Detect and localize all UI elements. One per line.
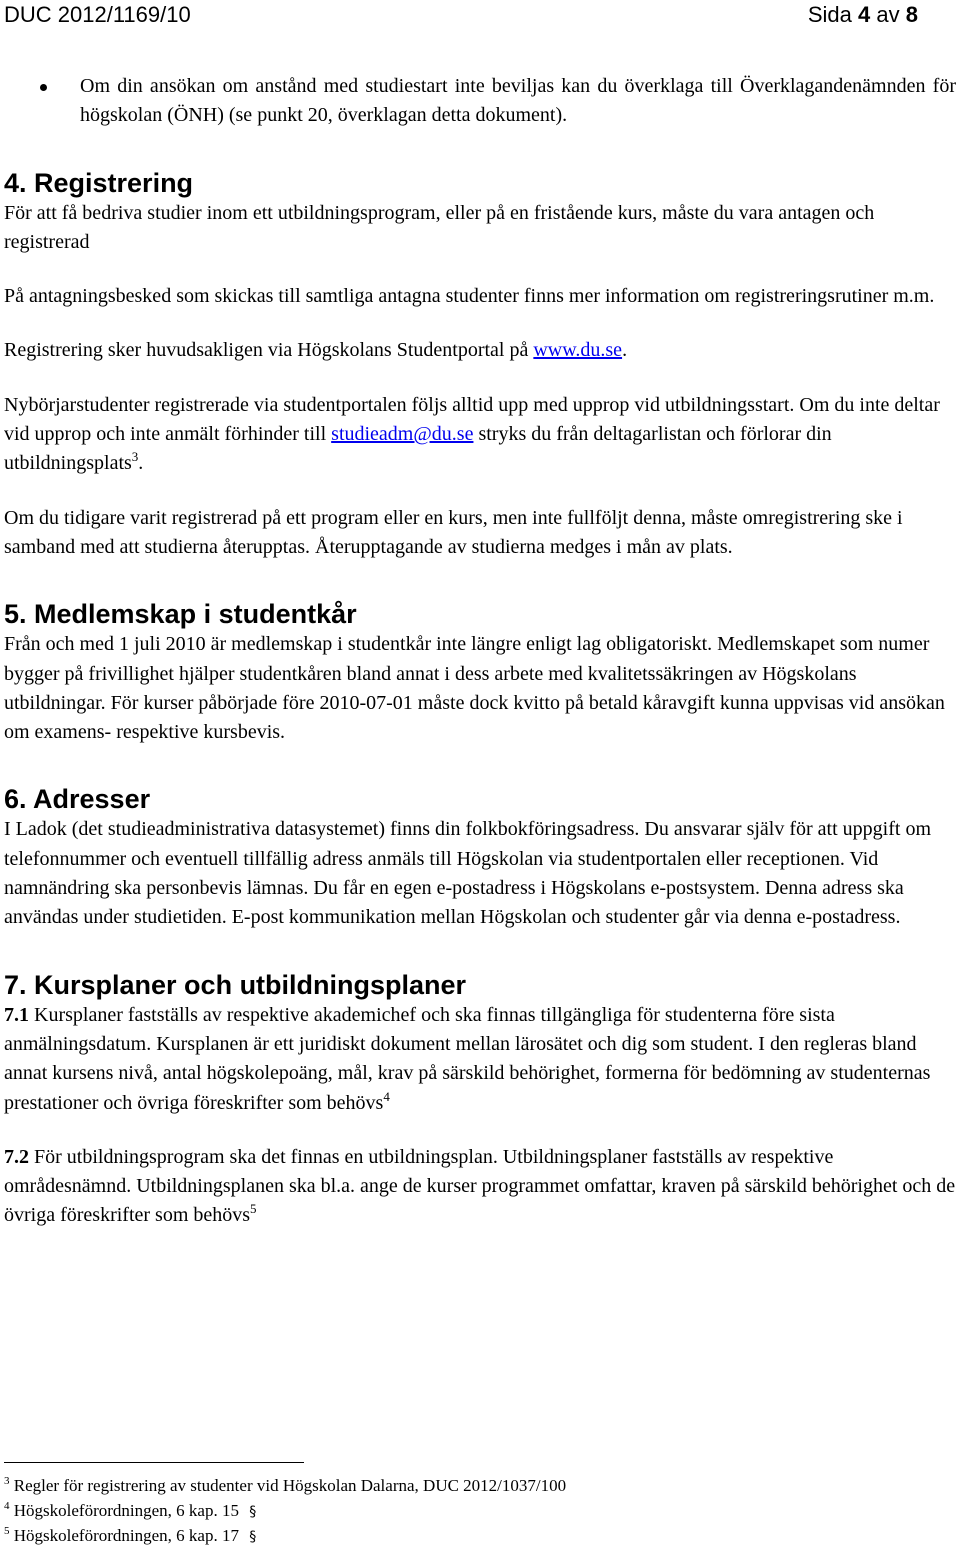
section-registrering	[4, 167, 956, 563]
section-heading: 4. Registrering	[4, 167, 194, 198]
footnote-text: Högskoleförordningen, 6 kap. 15	[13, 1500, 244, 1520]
footnote-ref: 4	[383, 1088, 390, 1104]
footnote-text: Regler för registrering av studenter vid Högskolan Dalarna, DUC 2012/1037/100	[13, 1476, 567, 1495]
section-kursplaner	[4, 969, 956, 1231]
section-adresser	[4, 783, 956, 932]
section-heading: 5. Medlemskap i studentkår	[4, 599, 357, 630]
footnote-number: 5	[4, 1525, 10, 1537]
page-total: 8	[905, 2, 918, 27]
footnote-number: 4	[4, 1499, 10, 1512]
document-id: DUC 2012/1169/10	[4, 2, 191, 27]
section-medlemskap	[4, 598, 956, 747]
subsection-number: 7.2	[4, 1145, 29, 1168]
bullet-text: Om din ansökan om anstånd med studiestart inte beviljas kan du överklaga till Överklagandenämnden för högskolan (ÖNH) (se punkt 20, överklagan detta dokument).	[80, 75, 956, 127]
footnote-text: Högskoleförordningen, 6 kap. 17	[13, 1526, 244, 1545]
paragraph-text: För utbildningsprogram ska det finnas en utbildningsplan. Utbildningsplaner fastställs av respektive områdesnämnd. Utbildningsplanen ska bl.a. ange de kurser programmet omfattar, kraven på särskild behörighet och de övriga föreskrifter som behövs	[4, 1145, 956, 1227]
section-sign: §	[249, 1503, 257, 1520]
page-label: Sida	[807, 2, 852, 27]
section-sign: §	[249, 1529, 257, 1545]
section-heading: 6. Adresser	[4, 784, 151, 815]
bullet-dot-icon	[40, 84, 47, 91]
bullet-item	[4, 72, 956, 131]
footnote	[4, 1499, 566, 1525]
subsection-number: 7.1	[4, 1003, 29, 1026]
footnote-divider	[4, 1462, 304, 1463]
page-current: 4	[858, 2, 871, 27]
footnote-ref: 3	[131, 449, 139, 465]
footnote-number: 3	[4, 1475, 10, 1487]
paragraph	[4, 336, 956, 365]
paragraph: För att få bedriva studier inom ett utbildningsprogram, eller på en fristående kurs, måste du vara antagen och registrerad	[4, 201, 875, 253]
paragraph	[4, 1001, 956, 1118]
paragraph: Om du tidigare varit registrerad på ett program eller en kurs, men inte fullföljt denna, måste omregistrering ske i samband med att studierna återupptas. Återupptagande av studierna medges i mån av plats.	[4, 506, 903, 558]
document-body	[4, 72, 956, 1231]
footnote	[4, 1524, 566, 1550]
page-of: av	[876, 2, 900, 27]
paragraph-text: Registrering sker huvudsakligen via Högskolans Studentportal på	[4, 339, 534, 362]
page-number	[808, 0, 918, 30]
paragraph-text: .	[138, 452, 144, 475]
paragraph: På antagningsbesked som skickas till samtliga antagna studenter finns mer information om registreringsrutiner m.m.	[4, 285, 935, 308]
paragraph	[4, 391, 956, 479]
paragraph: Från och med 1 juli 2010 är medlemskap i studentkår inte längre enligt lag obligatoriskt. Medlemskapet som numer bygger på frivillighet hjälper studentkåren bland annat i dess arbete med kvalitetssäkringen av Högskolans utbildningar. För kurser påbörjade före 2010-07-01 måste dock kvitto på betald kåravgift kunna uppvisas vid ansökan om examens- respektive kursbevis.	[4, 633, 945, 744]
studentportal-link[interactable]: www.du.se	[533, 339, 623, 362]
paragraph-text: Kursplaner fastställs av respektive akademichef och ska finnas tillgängliga för studenterna före sista anmälningsdatum. Kursplanen är ett juridiskt dokument mellan lärosätet och dig som student. I den regleras bland annat kursens nivå, antal högskolepoäng, mål, krav på särskild behörighet, formerna för bedömning av studenternas prestationer och övriga föreskrifter som behövs	[4, 1003, 931, 1114]
footnote	[4, 1474, 566, 1499]
paragraph	[4, 1143, 956, 1231]
paragraph-text: stryks du från deltagarlistan och förlorar din utbildningsplats	[4, 423, 832, 475]
section-heading: 7. Kursplaner och utbildningsplaner	[4, 969, 467, 1000]
paragraph-text: Nybörjarstudenter registrerade via studentportalen följs alltid upp med upprop vid utbildningsstart. Om du inte deltar vid upprop och inte anmält förhinder till	[4, 393, 940, 446]
paragraph: I Ladok (det studieadministrativa datasystemet) finns din folkbokföringsadress. Du ansvarar själv för att uppgift om telefonnummer och eventuell tillfällig adress anmäls till Högskolan via studentportalen eller receptionen. Vid namnändring ska personbevis lämnas. Du får en egen e-postadress i Högskolans e-postsystem. Denna adress ska användas under studietiden. E-post kommunikation mellan Högskolan och studenter går via denna e-postadress.	[4, 818, 932, 929]
footnote-ref: 5	[250, 1201, 257, 1217]
paragraph-text: .	[622, 339, 628, 362]
studieadm-email-link[interactable]: studieadm@du.se	[331, 423, 474, 446]
footnotes	[4, 1474, 566, 1550]
page-header	[4, 0, 918, 30]
